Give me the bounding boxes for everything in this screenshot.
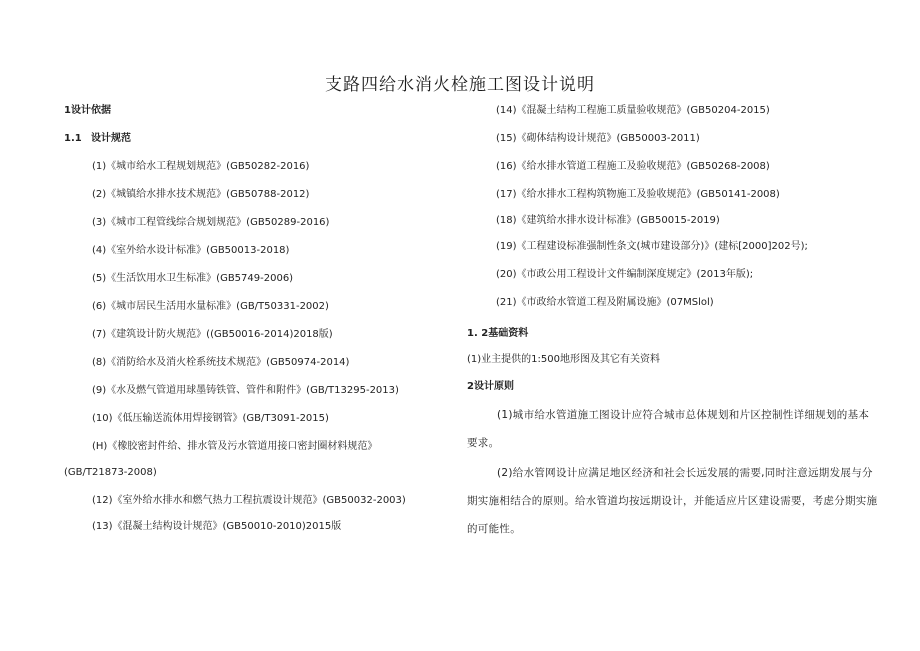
standard-item: (1)《城市给水工程规划规范》(GB50282-2016) [92,161,310,172]
basic-data-item: (1)业主提供的1:500地形图及其它有关资料 [467,354,660,365]
principle-1-line: 要求。 [467,437,500,449]
standard-item-continuation: (GB/T21873-2008) [64,467,157,478]
principle-1-line: (1)城市给水管道施工图设计应符合城市总体规划和片区控制性详细规划的基本 [497,409,870,421]
section-1-2-heading: 1. 2基础资料 [467,328,529,339]
standard-item: (12)《室外给水排水和燃气热力工程抗震设计规范》(GB50032-2003) [92,495,406,506]
standard-item: (8)《消防给水及消火栓系统技术规范》(GB50974-2014) [92,357,350,368]
standard-item: (3)《城市工程管线综合规划规范》(GB50289-2016) [92,217,330,228]
standard-item: (20)《市政公用工程设计文件编制深度规定》(2013年版); [496,269,754,280]
standard-item: (7)《建筑设计防火规范》((GB50016-2014)2018版) [92,329,333,340]
standard-item: (H)《橡胶密封件给、排水管及污水管道用接口密封圈材料规范》 [92,441,378,452]
standard-item: (15)《砌体结构设计规范》(GB50003-2011) [496,133,700,144]
document-title: 支路四给水消火栓施工图设计说明 [325,75,595,95]
subsection-1-1-number: 1.1 [64,133,82,144]
standard-item: (9)《水及燃气管道用球墨铸铁管、管件和附件》(GB/T13295-2013) [92,385,399,396]
standard-item: (14)《混凝土结构工程施工质量验收规范》(GB50204-2015) [496,105,770,116]
principle-2-line: (2)给水管网设计应满足地区经济和社会长远发展的需要,同时注意远期发展与分 [497,467,873,479]
standard-item: (5)《生活饮用水卫生标准》(GB5749-2006) [92,273,294,284]
standard-item: (18)《建筑给水排水设计标准》(GB50015-2019) [496,215,720,226]
standard-item: (16)《给水排水管道工程施工及验收规范》(GB50268-2008) [496,161,770,172]
standard-item: (4)《室外给水设计标准》(GB50013-2018) [92,245,290,256]
standard-item: (17)《给水排水工程构筑物施工及验收规范》(GB50141-2008) [496,189,780,200]
standard-item: (19)《工程建设标准强制性条文(城市建设部分)》(建标[2000]202号); [496,241,808,252]
subsection-1-1-title: 设计规范 [91,133,131,144]
standard-item: (6)《城市居民生活用水量标准》(GB/T50331-2002) [92,301,329,312]
standard-item: (2)《城镇给水排水技术规范》(GB50788-2012) [92,189,310,200]
standard-item: (13)《混凝土结构设计规范》(GB50010-2010)2015版 [92,521,342,532]
section-1-heading: 1设计依据 [64,105,111,116]
section-2-heading: 2设计原则 [467,381,514,392]
standard-item: (10)《低压输送流体用焊接钢管》(GB/T3091-2015) [92,413,329,424]
principle-2-line: 的可能性。 [467,523,521,535]
principle-2-line: 期实施相结合的原则。给水管道均按远期设计，并能适应片区建设需要，考虑分期实施 [467,495,878,507]
standard-item: (21)《市政给水管道工程及附属设施》(07MSlol) [496,297,714,308]
